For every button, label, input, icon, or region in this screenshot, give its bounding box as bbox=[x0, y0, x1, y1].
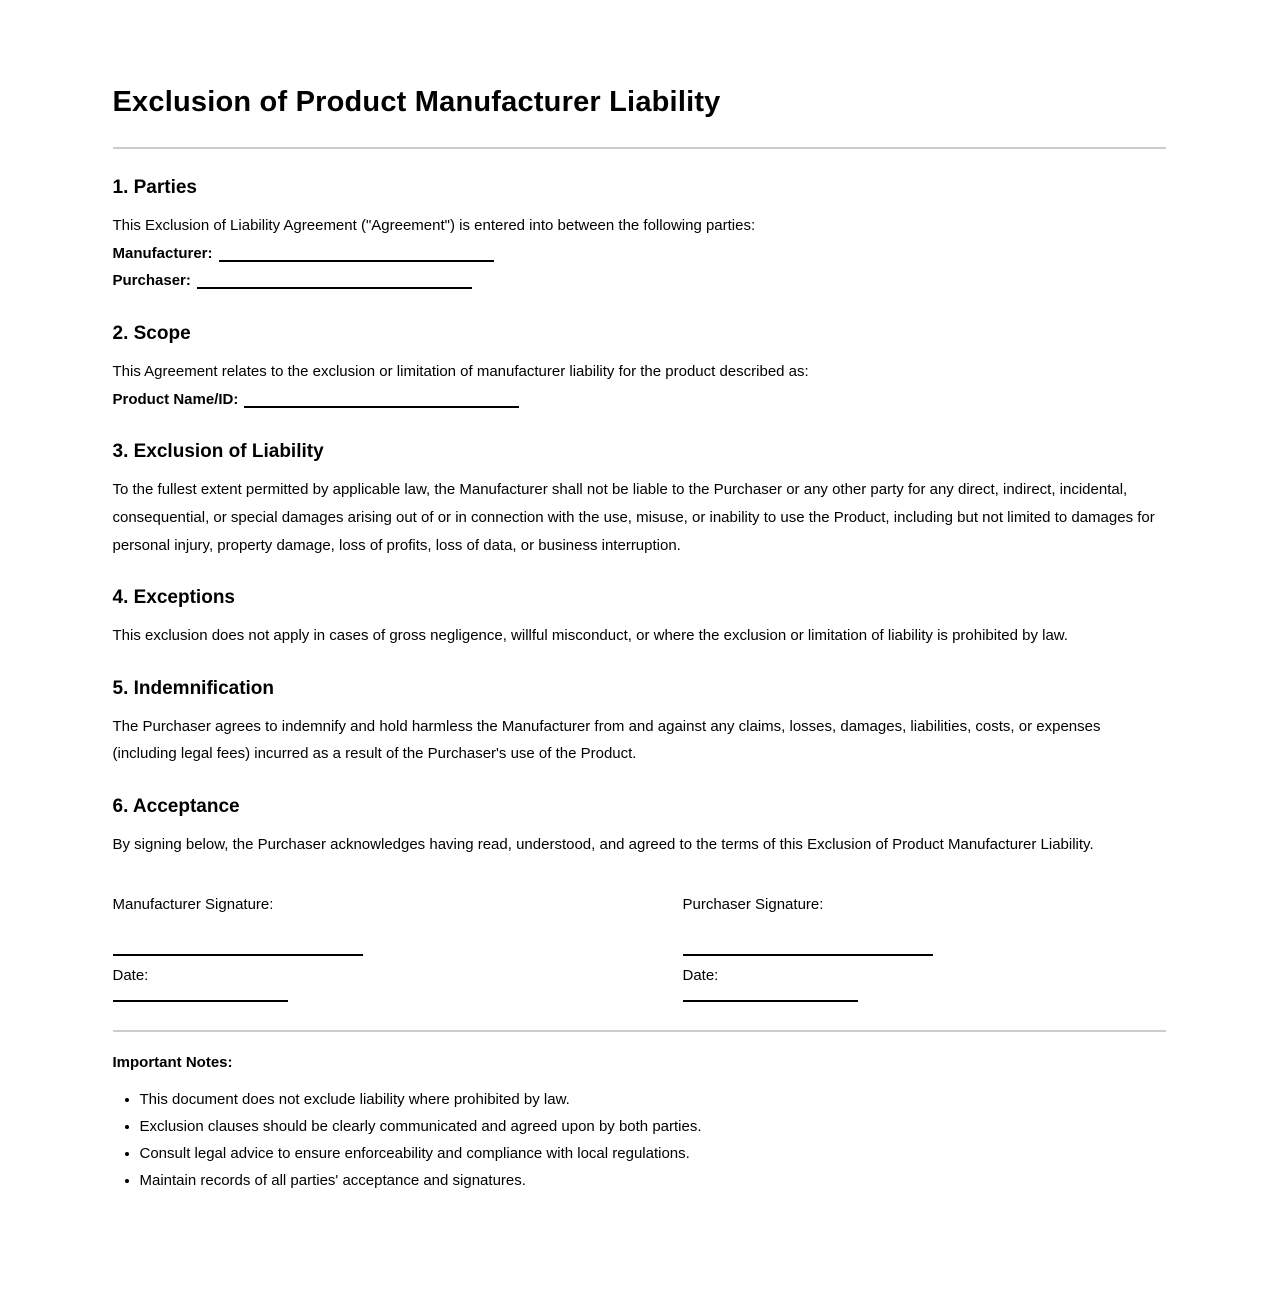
purchaser-blank-line bbox=[197, 272, 472, 289]
section-exclusion-of-liability bbox=[113, 440, 1166, 559]
document-title: Exclusion of Product Manufacturer Liability bbox=[112, 86, 721, 118]
title-divider bbox=[113, 147, 1166, 149]
section-acceptance-heading: 6. Acceptance bbox=[112, 796, 240, 817]
purchaser-field bbox=[113, 267, 1166, 295]
section-scope-heading: 2. Scope bbox=[112, 323, 191, 344]
purchaser-signature-label: Purchaser Signature: bbox=[682, 895, 824, 913]
manufacturer-signature-label: Manufacturer Signature: bbox=[112, 895, 274, 913]
purchaser-date-label: Date: bbox=[682, 967, 719, 985]
section-scope bbox=[113, 322, 1166, 413]
note-item: • Exclusion clauses should be clearly communicated and agreed upon by both parties. bbox=[140, 1116, 1166, 1139]
purchaser-signature-line bbox=[683, 954, 933, 956]
section-parties bbox=[113, 176, 1166, 295]
important-notes-list bbox=[113, 1089, 1166, 1193]
section-exceptions-body: This exclusion does not apply in cases of gross negligence, willful misconduct, or where the exclusion or limitation of liability is prohibited by law. bbox=[112, 627, 1068, 644]
signature-block bbox=[113, 891, 1166, 1003]
manufacturer-date-line bbox=[113, 1000, 288, 1002]
important-notes-heading: Important Notes: bbox=[112, 1054, 233, 1071]
important-notes bbox=[113, 1052, 1166, 1192]
manufacturer-date-label: Date: bbox=[112, 967, 149, 985]
product-name-field bbox=[113, 386, 1166, 414]
product-name-blank-line bbox=[244, 391, 519, 408]
note-item: • Maintain records of all parties' acceptance and signatures. bbox=[140, 1170, 1166, 1193]
section-acceptance-body: By signing below, the Purchaser acknowledges having read, understood, and agreed to the terms of this Exclusion of Product Manufacturer Liability. bbox=[112, 835, 1094, 853]
section-indemnification bbox=[113, 677, 1166, 768]
manufacturer-blank-line bbox=[219, 245, 494, 262]
document-page bbox=[113, 0, 1166, 1257]
manufacturer-field bbox=[113, 240, 1166, 268]
manufacturer-signature-column bbox=[113, 891, 683, 1003]
manufacturer-field-label: Manufacturer: bbox=[112, 244, 213, 262]
section-parties-heading: 1. Parties bbox=[112, 177, 197, 198]
purchaser-field-label: Purchaser: bbox=[112, 272, 191, 290]
note-item: • Consult legal advice to ensure enforceability and compliance with local regulations. bbox=[140, 1143, 1166, 1166]
manufacturer-signature-line bbox=[113, 954, 363, 956]
section-exceptions-heading: 4. Exceptions bbox=[112, 587, 235, 609]
section-exceptions bbox=[113, 586, 1166, 650]
purchaser-date-line bbox=[683, 1000, 858, 1002]
section-indemnification-heading: 5. Indemnification bbox=[112, 677, 275, 699]
purchaser-signature-column bbox=[683, 891, 1166, 1003]
section-parties-intro: This Exclusion of Liability Agreement ("Agreement") is entered into between the following parties: bbox=[112, 216, 756, 234]
product-name-field-label: Product Name/ID: bbox=[112, 390, 239, 408]
section-exclusion-heading: 3. Exclusion of Liability bbox=[112, 441, 324, 463]
section-acceptance bbox=[113, 795, 1166, 859]
notes-divider bbox=[113, 1030, 1166, 1032]
section-indemnification-body: The Purchaser agrees to indemnify and hold harmless the Manufacturer from and against any claims, losses, damages, liabilities, costs, or expenses (including legal fees) incurred as a result of the Purchaser's use of the Product. bbox=[112, 717, 1101, 763]
note-item: • This document does not exclude liability where prohibited by law. bbox=[140, 1089, 1166, 1112]
section-exclusion-body: To the fullest extent permitted by applicable law, the Manufacturer shall not be liable to the Purchaser or any other party for any direct, indirect, incidental, consequential, or special damages arising out of or in connection with the use, misuse, or inability to use the Product, including but not limited to damages for personal injury, property damage, loss of profits, loss of data, or business interruption. bbox=[112, 481, 1155, 554]
section-scope-intro: This Agreement relates to the exclusion or limitation of manufacturer liability for the product described as: bbox=[112, 362, 809, 380]
